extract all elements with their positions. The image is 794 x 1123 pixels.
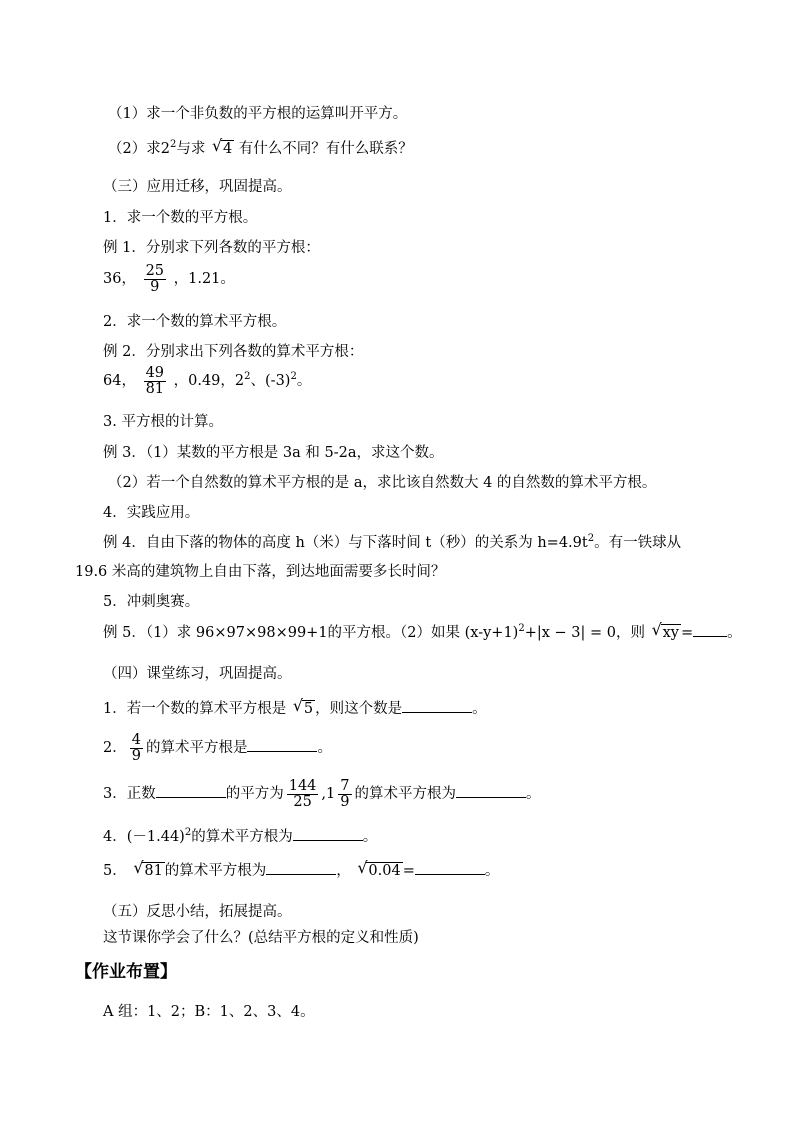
denominator: 25 [293,793,312,810]
answer-blank [402,698,472,713]
period: 。 [362,829,378,845]
exponent: 2 [587,533,595,545]
exercise-2-number: 2． [103,740,127,756]
sqrt-symbol: √ xy [651,620,679,641]
exercise-1 [103,698,487,719]
answer-blank [293,826,363,841]
value-text: ，1.21。 [173,271,235,287]
point-2-text: 2．求一个数的算术平方根。 [103,314,287,330]
question-text-a: （2）求2 [108,141,170,157]
section-5-text: （五）反思小结，拓展提高。 [103,904,292,920]
question-text-b: 与求 [176,141,206,157]
exponent: 2 [518,623,525,635]
example-5-text-b: +|x − 3| = 0，则 [524,625,646,641]
question-line [108,136,413,159]
definition-text: （1）求一个非负数的平方根的运算叫开平方。 [108,106,408,122]
exercise-4-text-a: 4．(－1.44) [103,829,185,845]
exponent: 2 [184,827,192,839]
exercise-3-text-b: 的平方为 [225,786,284,802]
exponent: 2 [244,371,251,383]
example-4-text-c: 19.6 米高的建筑物上自由下落，到达地面需要多长时间？ [75,564,446,580]
sqrt-symbol: √ 0.04 [357,858,401,879]
example-4 [103,533,681,553]
numerator: 144 [288,777,317,794]
comma: ， [336,863,351,879]
question-text-c: 有什么不同？有什么联系？ [238,141,413,157]
value-text: 。 [296,373,312,389]
fraction [144,264,166,295]
sqrt-symbol: √ 5 [292,696,314,717]
example-4-continued [75,562,445,582]
numerator: 7 [340,777,350,794]
point-1-text: 1．求一个数的平方根。 [103,210,258,226]
radicand: 81 [144,863,163,879]
radicand: 5 [303,701,314,717]
exercise-3-text-c: 的算术平方根为 [354,786,456,802]
point-4 [103,503,199,523]
section-5-heading [103,902,292,922]
period: 。 [472,701,487,717]
exercise-5 [103,860,499,881]
period: 。 [727,625,742,641]
answer-blank [693,622,727,637]
answer-blank [266,860,336,875]
point-5 [103,592,199,612]
numerator: 25 [145,262,165,279]
exercise-1-text: 1．若一个数的算术平方根是 [103,701,287,717]
homework-line [103,1002,315,1022]
period: 。 [317,740,332,756]
example-5 [103,622,742,643]
answer-blank [247,737,317,752]
radicand: 0.04 [368,863,401,879]
homework-text: A 组：1、2；B：1、2、3、4。 [103,1004,315,1020]
radicand: xy [662,625,679,641]
exercise-5-text: 的算术平方根为 [164,863,267,879]
value-text: 64， [103,373,136,389]
expression: (x-y+1) [464,625,519,641]
summary-text: 这节课你学会了什么？(总结平方根的定义和性质) [103,930,419,946]
example-3-text: 例 3．（1）某数的平方根是 3a 和 5-2a，求这个数。 [103,445,444,461]
value-text: 36， [103,271,136,287]
numerator: 49 [145,364,165,381]
section-3-text: （三）应用迁移，巩固提高。 [103,179,292,195]
section-3-heading [103,177,292,197]
example-2 [103,342,363,362]
example-4-text-a: 例 4．自由下落的物体的高度 h（米）与下落时间 t（秒）的关系为 h=4.9t [103,535,588,551]
period: 。 [484,863,500,879]
exercise-5-number: 5． [103,863,127,879]
period: 。 [526,786,541,802]
homework-heading [75,962,177,982]
exercise-3 [103,776,541,812]
denominator: 9 [150,278,160,295]
section-4-heading [103,664,292,684]
example-3-part-2-text: （2）若一个自然数的算术平方根的是 a，求比该自然数大 4 的自然数的算术平方根。 [108,475,657,491]
exercise-4-text-b: 的算术平方根为 [191,829,293,845]
sqrt-symbol: √ 81 [133,858,163,879]
answer-blank [156,783,226,798]
example-2-text: 例 2．分别求出下列各数的算术平方根： [103,344,364,360]
example-4-text-b: 。有一铁球从 [594,535,682,551]
example-3-part-2 [108,473,656,493]
fraction [287,779,319,810]
point-1 [103,208,257,228]
exercise-4 [103,826,377,847]
equals-sign: = [681,625,694,641]
point-5-text: 5．冲刺奥赛。 [103,594,200,610]
example-1 [103,238,320,258]
definition-line [108,104,407,124]
fraction [144,366,166,397]
point-2 [103,312,286,332]
denominator: 81 [145,380,165,397]
example-1-text: 例 1．分别求下列各数的平方根： [103,240,320,256]
exponent: 2 [169,139,177,151]
example-3 [103,443,444,463]
answer-blank [456,783,526,798]
example-2-values [103,364,311,398]
exercise-3-text-a: 3．正数 [103,786,156,802]
numerator: 4 [131,731,141,748]
value-text: 、(-3) [250,373,291,389]
exponent: 2 [290,371,297,383]
exercise-1-text-b: ，则这个数是 [315,701,403,717]
answer-blank [415,860,485,875]
fraction [130,733,143,764]
fraction [338,779,351,810]
homework-title: 【作业布置】 [75,962,177,982]
example-5-text-a: 例 5．（1）求 96×97×98×99+1的平方根。（2）如果 [103,625,461,641]
denominator: 9 [131,747,141,764]
point-3-text: 3. 平方根的计算。 [103,414,223,430]
section-4-text: （四）课堂练习，巩固提高。 [103,666,292,682]
denominator: 9 [340,793,350,810]
point-4-text: 4．实践应用。 [103,505,200,521]
exercise-2-text: 的算术平方根是 [145,740,248,756]
summary-line [103,928,419,948]
mixed-number-whole: ,1 [321,786,336,802]
sqrt-symbol: √ 4 [211,136,233,157]
value-text: ，0.49，2 [173,373,245,389]
radicand: 4 [222,141,233,157]
example-1-values [103,262,235,296]
equals-sign: = [402,863,415,879]
point-3 [103,412,223,432]
exercise-2 [103,730,332,766]
